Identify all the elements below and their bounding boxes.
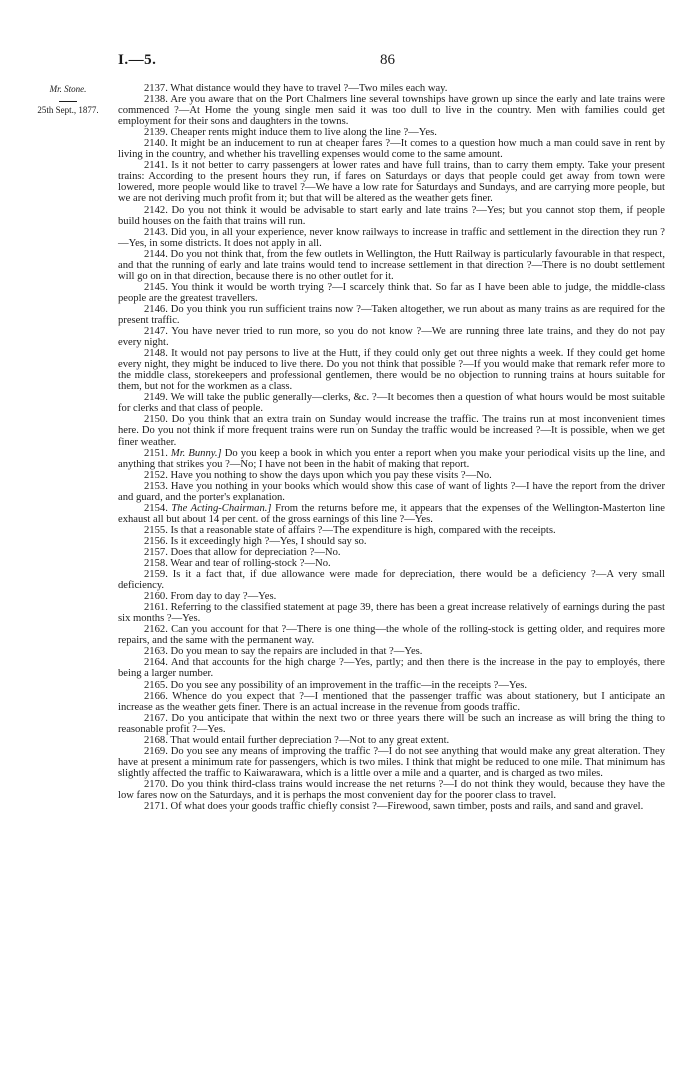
paragraph-text: 2145. You think it would be worth trying ?—I scarcely think that. So far as I have been able to judge, the middle-class people are the greatest travellers. xyxy=(118,281,665,304)
testimony-paragraph xyxy=(118,249,665,282)
paragraph-text: 2157. Does that allow for depreciation ?—No. xyxy=(144,546,341,558)
paragraph-text: 2143. Did you, in all your experience, never know railways to increase in traffic and settlement in the direction they run ?—Yes, in some districts. It does not apply in all. xyxy=(118,226,665,249)
paragraph-text: 2153. Have you nothing in your books which would show this case of want of lights ?—I have the report from the driver and guard, and the porter's explanation. xyxy=(118,480,665,503)
witness-name: Mr. Stone. xyxy=(49,84,87,94)
testimony-paragraph xyxy=(118,481,665,503)
paragraph-text: 2155. Is that a reasonable state of affairs ?—The expenditure is high, compared with the receipts. xyxy=(144,524,556,536)
testimony-paragraph xyxy=(118,282,665,304)
paragraph-text: 2146. Do you think you run sufficient trains now ?—Taken altogether, we run about as many trains as are required for the present traffic. xyxy=(118,303,665,326)
paragraph-text: 2137. What distance would they have to travel ?—Two miles each way. xyxy=(144,83,448,94)
paragraph-text: 2163. Do you mean to say the repairs are included in that ?—Yes. xyxy=(144,646,423,658)
document-reference: I.—5. xyxy=(118,52,157,68)
testimony-paragraph xyxy=(118,392,665,414)
speaker-name: Mr. Bunny.] xyxy=(170,447,222,459)
paragraph-text: 2156. Is it exceedingly high ?—Yes, I should say so. xyxy=(144,535,367,547)
paragraph-text: 2159. Is it a fact that, if due allowance were made for depreciation, there would be a deficiency ?—A very small deficiency. xyxy=(118,569,665,592)
testimony-paragraph xyxy=(118,713,665,735)
paragraph-text: 2148. It would not pay persons to live at the Hutt, if they could only get out three nights a week. If they could get home every night, they might be induced to live there. Do you not think that possible ?—If you would make that remark refer more to the middle class, storekeepers and professional gentlemen, there would be no objection to running trains at hours suitable for them, but not for the workmen as a class. xyxy=(118,348,665,393)
paragraph-text: 2149. We will take the public generally—clerks, &c. ?—It becomes then a question of what hours would be most suitable for clerks and that class of people. xyxy=(118,392,665,415)
testimony-paragraph xyxy=(118,348,665,392)
speaker-name: The Acting-Chairman.] xyxy=(171,502,272,514)
testimony-paragraph xyxy=(118,470,665,481)
paragraph-text: 2168. That would entail further depreciation ?—Not to any great extent. xyxy=(144,734,450,746)
paragraph-text: 2171. Of what does your goods traffic chiefly consist ?—Firewood, sawn timber, posts and rails, and sand and gravel. xyxy=(144,801,644,813)
testimony-body xyxy=(118,83,665,812)
paragraph-text: 2160. From day to day ?—Yes. xyxy=(144,591,277,603)
paragraph-text: 2138. Are you aware that on the Port Chalmers line several townships have grown up since the early and late trains were commenced ?—At Home the young single men said it was too dull to live in the country. Men with families could get employment for their sons and daughters in the towns. xyxy=(118,94,665,128)
paragraph-text: 2161. Referring to the classified statement at page 39, there has been a great increase relatively of earnings during the past six months ?—Yes. xyxy=(118,602,665,625)
testimony-paragraph xyxy=(118,205,665,227)
paragraph-text: 2147. You have never tried to run more, so you do not know ?—We are running three late trains, and they do not pay every night. xyxy=(118,326,665,349)
paragraph-text: 2165. Do you see any possibility of an improvement in the traffic—in the receipts ?—Yes. xyxy=(144,679,527,691)
paragraph-text: From the returns before me, it appears that the expenses of the Wellington-Masterton line exhaust all but about 14 per cent. of the gross earnings of this line ?—Yes. xyxy=(118,502,665,525)
margin-note xyxy=(22,84,114,116)
testimony-paragraph xyxy=(118,503,665,525)
margin-rule xyxy=(59,101,77,102)
testimony-paragraph xyxy=(118,448,665,470)
paragraph-text: 2144. Do you not think that, from the few outlets in Wellington, the Hutt Railway is particularly favourable in that respect, and that the running of early and late trains would tend to increase settlement in that direction ?—There is no doubt settlement will go on in that direction, because there is no other outlet for it. xyxy=(118,248,665,282)
paragraph-text: 2141. Is it not better to carry passengers at lower rates and have full trains, than to carry them empty. Take your present trains: According to the present hours they run, if fares on Saturdays or days that people could get away from town were lowered, more people would like to travel ?—We have a low rate for Saturdays and Sundays, and are carrying more people, but we are not deriving much profit from it; but that will be altered as the weather gets finer. xyxy=(118,160,665,205)
paragraph-text: 2152. Have you nothing to show the days upon which you pay these visits ?—No. xyxy=(144,469,492,481)
testimony-paragraph xyxy=(118,624,665,646)
testimony-paragraph xyxy=(118,591,665,602)
testimony-paragraph xyxy=(118,83,665,94)
testimony-paragraph xyxy=(118,680,665,691)
testimony-paragraph xyxy=(118,227,665,249)
testimony-paragraph xyxy=(118,691,665,713)
paragraph-text: 2162. Can you account for that ?—There is one thing—the whole of the rolling-stock is getting older, and requires more repairs, and the same with the permanent way. xyxy=(118,624,665,647)
testimony-date: 25th Sept., 1877. xyxy=(37,104,99,115)
testimony-paragraph xyxy=(118,569,665,591)
testimony-paragraph xyxy=(118,646,665,657)
testimony-paragraph xyxy=(118,525,665,536)
testimony-paragraph xyxy=(118,735,665,746)
paragraph-text: Do you keep a book in which you enter a report when you make your periodical visits up the line, and anything that strikes you ?—No; I have not been in the habit of making that report. xyxy=(118,447,666,470)
testimony-paragraph xyxy=(118,94,665,127)
testimony-paragraph xyxy=(118,746,665,779)
testimony-paragraph xyxy=(118,547,665,558)
question-number: 2154. xyxy=(144,502,172,514)
paragraph-text: 2150. Do you think that an extra train on Sunday would increase the traffic. The trains run at most inconvenient times here. Do you not think if more frequent trains were run on Sunday the traffic would be increased ?—It is possible, when we get finer weather. xyxy=(118,414,665,448)
paragraph-text: 2167. Do you anticipate that within the next two or three years there will be such an increase as will bring the thing to reasonable profit ?—Yes. xyxy=(118,712,665,735)
testimony-paragraph xyxy=(118,304,665,326)
testimony-paragraph xyxy=(118,138,665,160)
paragraph-text: 2139. Cheaper rents might induce them to live along the line ?—Yes. xyxy=(144,127,437,139)
testimony-paragraph xyxy=(118,779,665,801)
paragraph-text: 2166. Whence do you expect that ?—I mentioned that the passenger traffic was about stationery, but I anticipate an increase as the weather gets finer. There is an actual increase in the revenue from goods traffic. xyxy=(118,690,665,713)
testimony-paragraph xyxy=(118,602,665,624)
paragraph-text: 2158. Wear and tear of rolling-stock ?—No. xyxy=(144,558,331,570)
testimony-paragraph xyxy=(118,657,665,679)
testimony-paragraph xyxy=(118,160,665,204)
page-number: 86 xyxy=(380,52,395,68)
paragraph-text: 2169. Do you see any means of improving the traffic ?—I do not see anything that would make any great alteration. They have at present a minimum rate for passengers, which is two miles. I think that might be reduced to one mile. That minimum has slightly affected the traffic to Kaiwarawara, which is a little over a mile and a quarter, and is charged as two miles. xyxy=(118,745,665,779)
page-header xyxy=(0,52,700,72)
question-number: 2151. xyxy=(144,447,171,459)
paragraph-text: 2164. And that accounts for the high charge ?—Yes, partly; and then there is the increase in the pay to employés, there being a larger number. xyxy=(118,657,665,680)
testimony-paragraph xyxy=(118,326,665,348)
paragraph-text: 2140. It might be an inducement to run at cheaper fares ?—It comes to a question how much a man could save in rent by living in the country, and whether his travelling expenses would come to the same amount. xyxy=(118,138,665,161)
testimony-paragraph xyxy=(118,536,665,547)
testimony-paragraph xyxy=(118,127,665,138)
testimony-paragraph xyxy=(118,414,665,447)
testimony-paragraph xyxy=(118,801,665,812)
testimony-paragraph xyxy=(118,558,665,569)
paragraph-text: 2142. Do you not think it would be advisable to start early and late trains ?—Yes; but you cannot stop them, if people build houses on the faith that trains will run. xyxy=(118,204,665,227)
paragraph-text: 2170. Do you think third-class trains would increase the net returns ?—I do not think they would, because they have the low fares now on the Saturdays, and it is perhaps the most convenient day for the poorer class to travel. xyxy=(118,778,665,801)
